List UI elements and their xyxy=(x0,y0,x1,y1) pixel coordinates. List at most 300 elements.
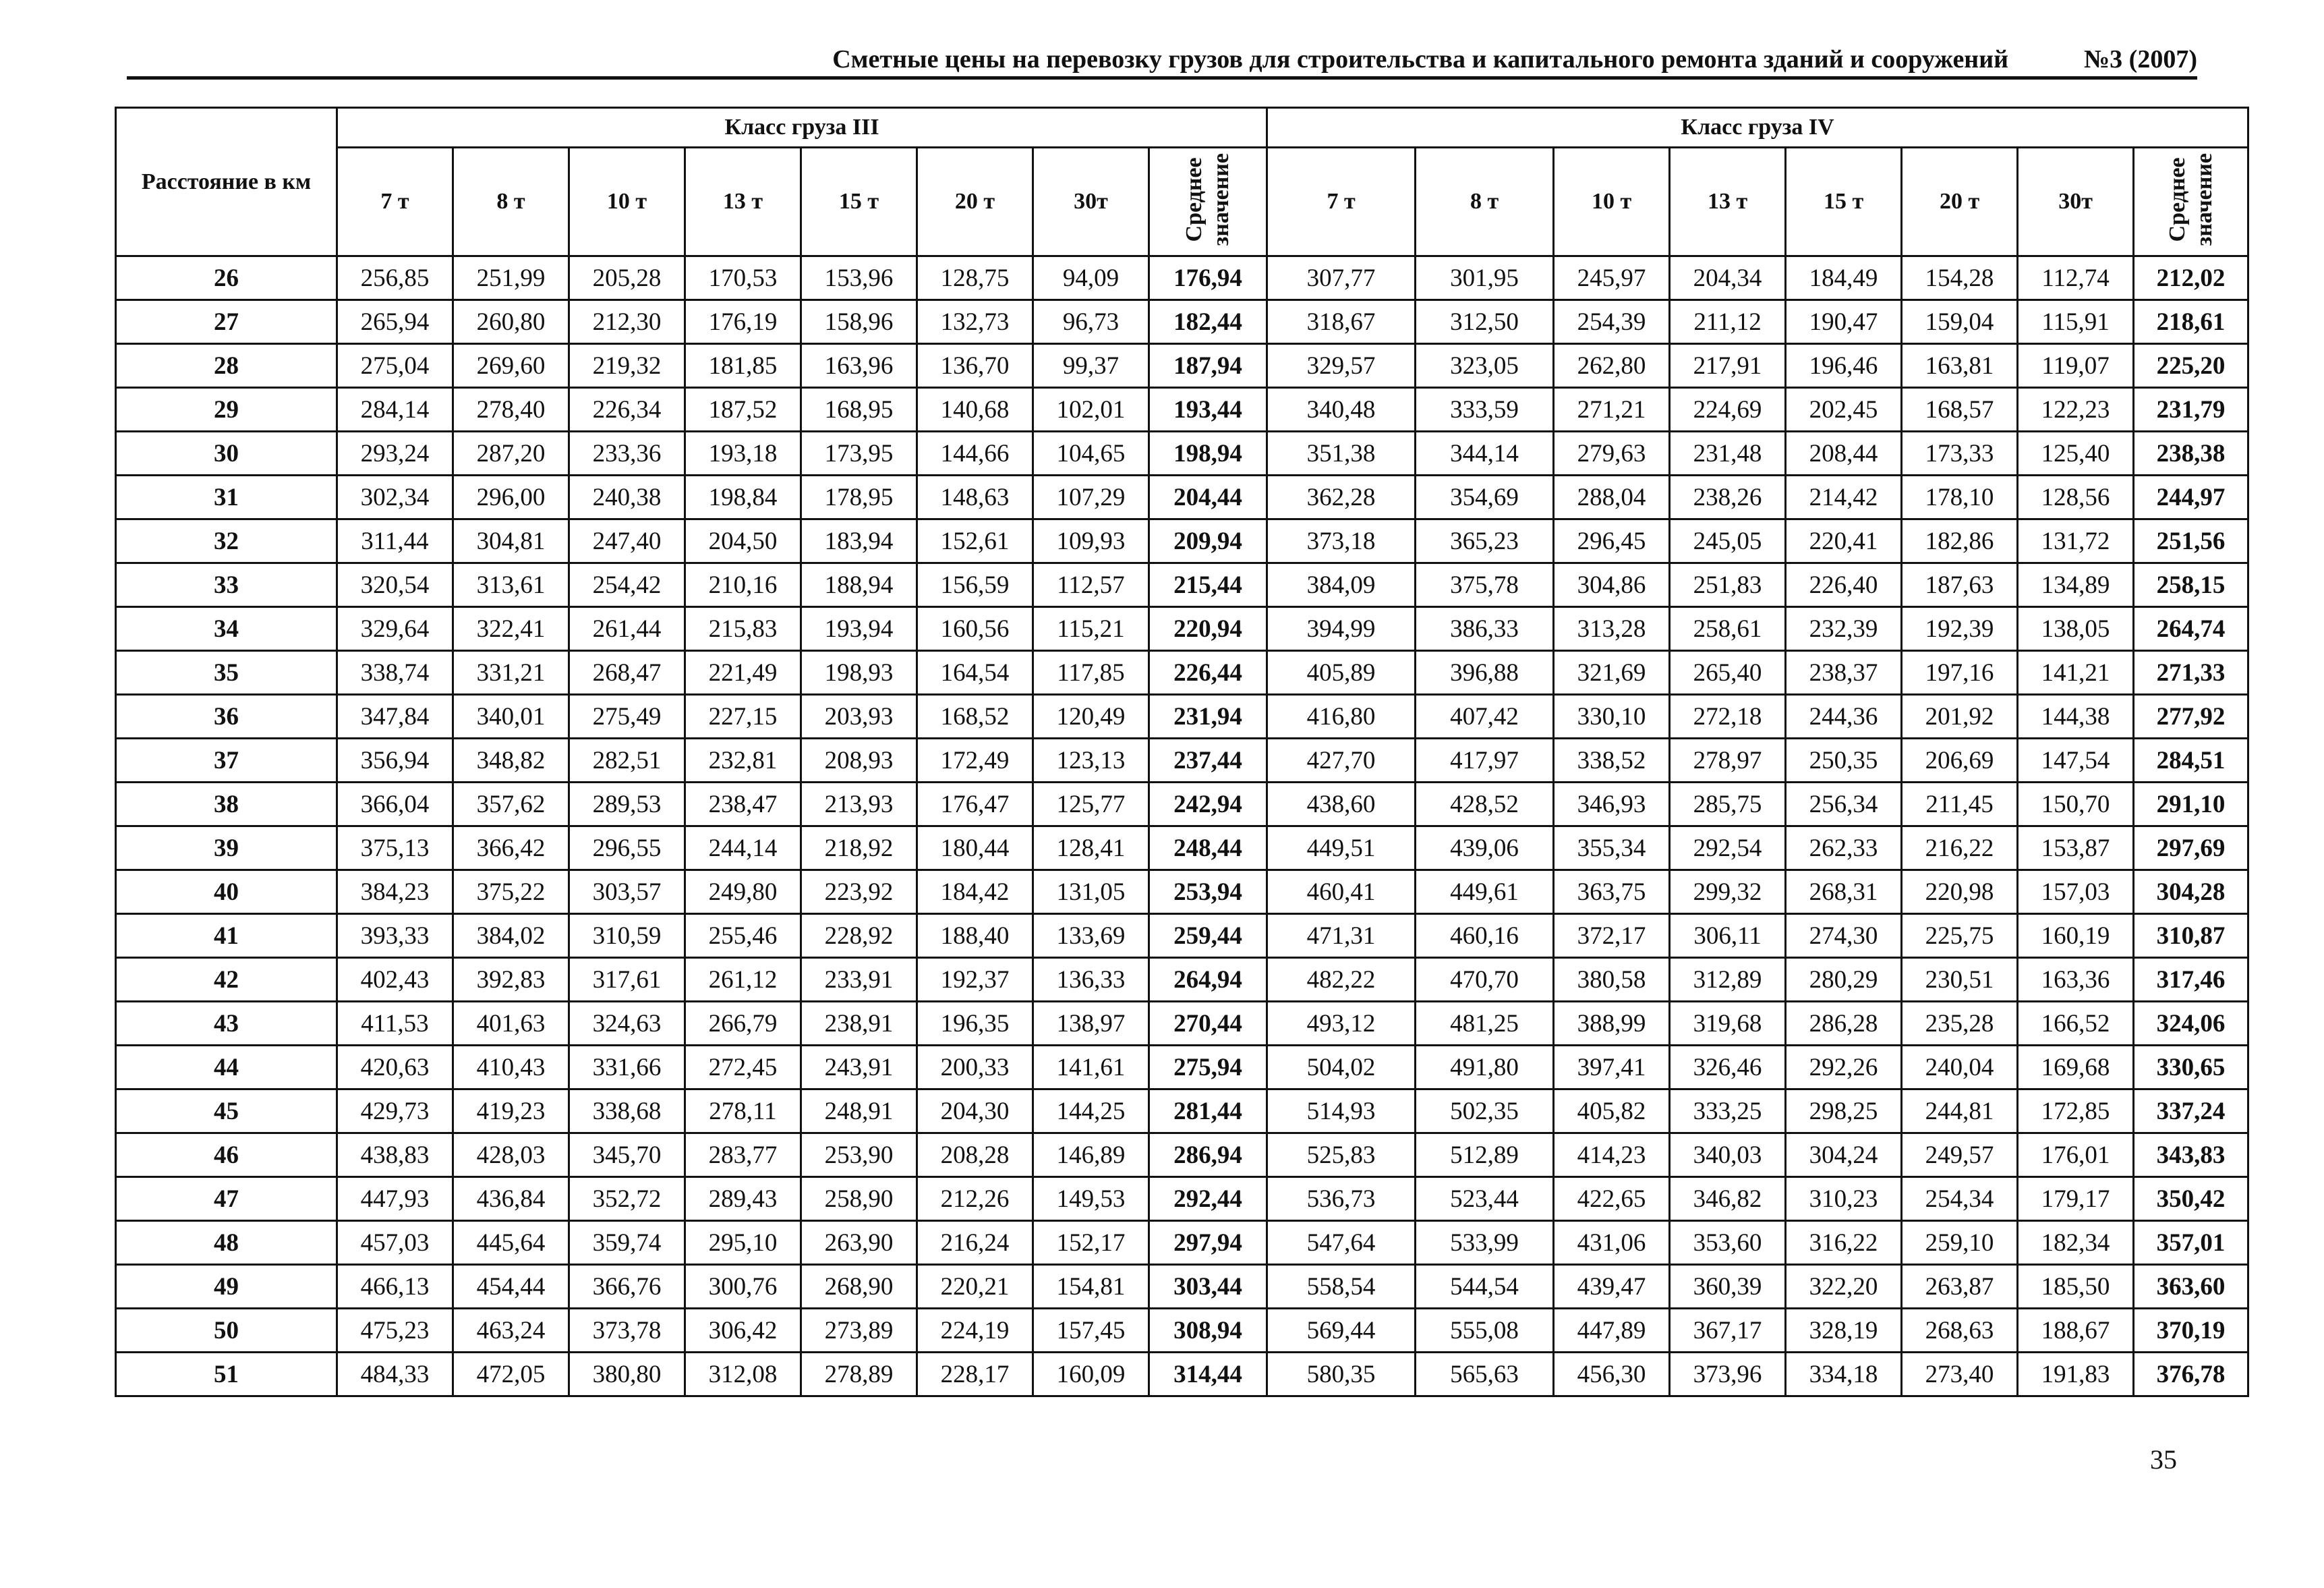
table-row xyxy=(116,476,2248,519)
price-cell: 320,54 xyxy=(337,563,453,607)
price-cell: 183,94 xyxy=(801,519,917,563)
price-cell: 204,34 xyxy=(1670,256,1786,300)
price-cell: 119,07 xyxy=(2018,344,2134,388)
distance-cell: 36 xyxy=(116,695,337,739)
average-cell: 303,44 xyxy=(1149,1265,1267,1309)
price-cell: 265,94 xyxy=(337,300,453,344)
tonnage-header: 10 т xyxy=(569,148,685,256)
price-cell: 466,13 xyxy=(337,1265,453,1309)
price-cell: 360,39 xyxy=(1670,1265,1786,1309)
price-cell: 525,83 xyxy=(1267,1133,1416,1177)
price-cell: 392,83 xyxy=(453,958,569,1002)
price-cell: 152,61 xyxy=(917,519,1033,563)
price-cell: 163,81 xyxy=(1902,344,2018,388)
price-cell: 436,84 xyxy=(453,1177,569,1221)
price-cell: 238,26 xyxy=(1670,476,1786,519)
price-cell: 244,81 xyxy=(1902,1089,2018,1133)
price-cell: 373,96 xyxy=(1670,1353,1786,1396)
average-header xyxy=(1149,148,1267,256)
price-cell: 198,84 xyxy=(685,476,801,519)
price-cell: 112,74 xyxy=(2018,256,2134,300)
distance-cell: 32 xyxy=(116,519,337,563)
price-cell: 220,41 xyxy=(1786,519,1902,563)
price-cell: 454,44 xyxy=(453,1265,569,1309)
distance-cell: 26 xyxy=(116,256,337,300)
price-cell: 300,76 xyxy=(685,1265,801,1309)
price-cell: 312,08 xyxy=(685,1353,801,1396)
price-cell: 373,18 xyxy=(1267,519,1416,563)
price-cell: 278,97 xyxy=(1670,739,1786,783)
table-row xyxy=(116,432,2248,476)
price-cell: 249,57 xyxy=(1902,1133,2018,1177)
price-cell: 211,45 xyxy=(1902,783,2018,826)
price-cell: 115,91 xyxy=(2018,300,2134,344)
price-cell: 216,24 xyxy=(917,1221,1033,1265)
distance-cell: 48 xyxy=(116,1221,337,1265)
price-cell: 188,67 xyxy=(2018,1309,2134,1353)
average-cell: 225,20 xyxy=(2134,344,2248,388)
price-cell: 346,82 xyxy=(1670,1177,1786,1221)
average-cell: 231,79 xyxy=(2134,388,2248,432)
price-cell: 419,23 xyxy=(453,1089,569,1133)
price-cell: 188,94 xyxy=(801,563,917,607)
price-cell: 176,01 xyxy=(2018,1133,2134,1177)
price-cell: 94,09 xyxy=(1033,256,1149,300)
price-cell: 226,34 xyxy=(569,388,685,432)
price-cell: 375,78 xyxy=(1416,563,1554,607)
average-cell: 226,44 xyxy=(1149,651,1267,695)
average-cell: 297,69 xyxy=(2134,826,2248,870)
average-cell: 215,44 xyxy=(1149,563,1267,607)
price-cell: 298,25 xyxy=(1786,1089,1902,1133)
price-cell: 228,92 xyxy=(801,914,917,958)
average-cell: 237,44 xyxy=(1149,739,1267,783)
cargo-class-header: Класс груза IV xyxy=(1267,108,2248,148)
price-cell: 283,77 xyxy=(685,1133,801,1177)
price-cell: 275,04 xyxy=(337,344,453,388)
price-cell: 153,87 xyxy=(2018,826,2134,870)
price-cell: 141,21 xyxy=(2018,651,2134,695)
price-cell: 401,63 xyxy=(453,1002,569,1046)
average-cell: 337,24 xyxy=(2134,1089,2248,1133)
price-cell: 356,94 xyxy=(337,739,453,783)
distance-cell: 34 xyxy=(116,607,337,651)
table-row xyxy=(116,826,2248,870)
price-cell: 123,13 xyxy=(1033,739,1149,783)
price-cell: 249,80 xyxy=(685,870,801,914)
price-cell: 460,41 xyxy=(1267,870,1416,914)
price-cell: 388,99 xyxy=(1554,1002,1670,1046)
price-cell: 213,93 xyxy=(801,783,917,826)
price-cell: 375,22 xyxy=(453,870,569,914)
price-cell: 326,46 xyxy=(1670,1046,1786,1089)
price-cell: 293,24 xyxy=(337,432,453,476)
price-cell: 288,04 xyxy=(1554,476,1670,519)
page-title: Сметные цены на перевозку грузов для строительства и капитального ремонта зданий и сооружений xyxy=(832,45,2008,74)
price-cell: 301,95 xyxy=(1416,256,1554,300)
price-cell: 306,42 xyxy=(685,1309,801,1353)
price-cell: 348,82 xyxy=(453,739,569,783)
price-cell: 351,38 xyxy=(1267,432,1416,476)
price-cell: 128,56 xyxy=(2018,476,2134,519)
price-cell: 230,51 xyxy=(1902,958,2018,1002)
average-cell: 324,06 xyxy=(2134,1002,2248,1046)
price-cell: 176,19 xyxy=(685,300,801,344)
tonnage-header: 8 т xyxy=(453,148,569,256)
tonnage-header: 20 т xyxy=(917,148,1033,256)
price-cell: 168,95 xyxy=(801,388,917,432)
price-cell: 258,61 xyxy=(1670,607,1786,651)
price-cell: 202,45 xyxy=(1786,388,1902,432)
price-cell: 354,69 xyxy=(1416,476,1554,519)
price-cell: 324,63 xyxy=(569,1002,685,1046)
tonnage-header: 15 т xyxy=(1786,148,1902,256)
price-cell: 287,20 xyxy=(453,432,569,476)
price-cell: 259,10 xyxy=(1902,1221,2018,1265)
distance-header: Расстояние в км xyxy=(116,108,337,256)
price-cell: 157,45 xyxy=(1033,1309,1149,1353)
distance-cell: 51 xyxy=(116,1353,337,1396)
average-cell: 220,94 xyxy=(1149,607,1267,651)
price-cell: 104,65 xyxy=(1033,432,1149,476)
price-cell: 128,41 xyxy=(1033,826,1149,870)
price-cell: 254,42 xyxy=(569,563,685,607)
price-cell: 428,03 xyxy=(453,1133,569,1177)
price-cell: 261,44 xyxy=(569,607,685,651)
price-cell: 580,35 xyxy=(1267,1353,1416,1396)
price-cell: 117,85 xyxy=(1033,651,1149,695)
table-row xyxy=(116,344,2248,388)
price-cell: 220,21 xyxy=(917,1265,1033,1309)
table-row xyxy=(116,256,2248,300)
price-cell: 286,28 xyxy=(1786,1002,1902,1046)
price-cell: 181,85 xyxy=(685,344,801,388)
price-cell: 196,46 xyxy=(1786,344,1902,388)
price-cell: 405,89 xyxy=(1267,651,1416,695)
price-cell: 456,30 xyxy=(1554,1353,1670,1396)
price-cell: 154,81 xyxy=(1033,1265,1149,1309)
average-cell: 238,38 xyxy=(2134,432,2248,476)
price-cell: 493,12 xyxy=(1267,1002,1416,1046)
price-cell: 215,83 xyxy=(685,607,801,651)
price-cell: 338,74 xyxy=(337,651,453,695)
price-cell: 393,33 xyxy=(337,914,453,958)
average-cell: 275,94 xyxy=(1149,1046,1267,1089)
price-cell: 411,53 xyxy=(337,1002,453,1046)
price-cell: 295,10 xyxy=(685,1221,801,1265)
average-cell: 286,94 xyxy=(1149,1133,1267,1177)
distance-cell: 49 xyxy=(116,1265,337,1309)
price-cell: 187,63 xyxy=(1902,563,2018,607)
distance-cell: 50 xyxy=(116,1309,337,1353)
price-cell: 429,73 xyxy=(337,1089,453,1133)
table-row xyxy=(116,563,2248,607)
price-cell: 402,43 xyxy=(337,958,453,1002)
price-cell: 330,10 xyxy=(1554,695,1670,739)
average-cell: 330,65 xyxy=(2134,1046,2248,1089)
table-row xyxy=(116,1002,2248,1046)
price-cell: 279,63 xyxy=(1554,432,1670,476)
price-cell: 240,04 xyxy=(1902,1046,2018,1089)
average-cell: 182,44 xyxy=(1149,300,1267,344)
price-cell: 266,79 xyxy=(685,1002,801,1046)
price-cell: 319,68 xyxy=(1670,1002,1786,1046)
price-cell: 334,18 xyxy=(1786,1353,1902,1396)
price-cell: 109,93 xyxy=(1033,519,1149,563)
average-cell: 370,19 xyxy=(2134,1309,2248,1353)
price-cell: 131,72 xyxy=(2018,519,2134,563)
price-cell: 380,58 xyxy=(1554,958,1670,1002)
price-cell: 173,33 xyxy=(1902,432,2018,476)
price-cell: 504,02 xyxy=(1267,1046,1416,1089)
average-cell: 314,44 xyxy=(1149,1353,1267,1396)
price-cell: 457,03 xyxy=(337,1221,453,1265)
average-cell: 297,94 xyxy=(1149,1221,1267,1265)
price-cell: 208,44 xyxy=(1786,432,1902,476)
price-cell: 159,04 xyxy=(1902,300,2018,344)
price-cell: 231,48 xyxy=(1670,432,1786,476)
price-cell: 331,21 xyxy=(453,651,569,695)
price-cell: 353,60 xyxy=(1670,1221,1786,1265)
price-cell: 248,91 xyxy=(801,1089,917,1133)
price-cell: 132,73 xyxy=(917,300,1033,344)
price-cell: 273,40 xyxy=(1902,1353,2018,1396)
price-cell: 191,83 xyxy=(2018,1353,2134,1396)
table-row xyxy=(116,739,2248,783)
price-cell: 233,91 xyxy=(801,958,917,1002)
average-cell: 308,94 xyxy=(1149,1309,1267,1353)
average-cell: 209,94 xyxy=(1149,519,1267,563)
price-cell: 481,25 xyxy=(1416,1002,1554,1046)
price-cell: 491,80 xyxy=(1416,1046,1554,1089)
price-cell: 323,05 xyxy=(1416,344,1554,388)
price-cell: 212,26 xyxy=(917,1177,1033,1221)
price-cell: 344,14 xyxy=(1416,432,1554,476)
price-cell: 318,67 xyxy=(1267,300,1416,344)
price-cell: 262,33 xyxy=(1786,826,1902,870)
price-cell: 163,96 xyxy=(801,344,917,388)
price-cell: 439,47 xyxy=(1554,1265,1670,1309)
distance-cell: 45 xyxy=(116,1089,337,1133)
price-cell: 420,63 xyxy=(337,1046,453,1089)
price-cell: 558,54 xyxy=(1267,1265,1416,1309)
price-cell: 149,53 xyxy=(1033,1177,1149,1221)
price-cell: 417,97 xyxy=(1416,739,1554,783)
average-cell: 259,44 xyxy=(1149,914,1267,958)
price-cell: 470,70 xyxy=(1416,958,1554,1002)
price-cell: 193,18 xyxy=(685,432,801,476)
price-cell: 136,33 xyxy=(1033,958,1149,1002)
price-cell: 449,61 xyxy=(1416,870,1554,914)
price-cell: 463,24 xyxy=(453,1309,569,1353)
table-row xyxy=(116,1309,2248,1353)
table-row xyxy=(116,607,2248,651)
price-cell: 445,64 xyxy=(453,1221,569,1265)
price-cell: 284,14 xyxy=(337,388,453,432)
average-header-label: Среднее значение xyxy=(1182,152,1234,246)
header-rule xyxy=(127,76,2197,80)
price-cell: 447,93 xyxy=(337,1177,453,1221)
price-cell: 322,20 xyxy=(1786,1265,1902,1309)
price-cell: 407,42 xyxy=(1416,695,1554,739)
page-number: 35 xyxy=(2150,1444,2177,1475)
price-cell: 310,59 xyxy=(569,914,685,958)
price-table xyxy=(115,107,2249,1397)
price-cell: 251,83 xyxy=(1670,563,1786,607)
price-cell: 299,32 xyxy=(1670,870,1786,914)
price-cell: 179,17 xyxy=(2018,1177,2134,1221)
price-cell: 170,53 xyxy=(685,256,801,300)
price-cell: 338,68 xyxy=(569,1089,685,1133)
price-cell: 333,25 xyxy=(1670,1089,1786,1133)
price-cell: 224,19 xyxy=(917,1309,1033,1353)
price-cell: 244,14 xyxy=(685,826,801,870)
price-cell: 203,93 xyxy=(801,695,917,739)
price-cell: 373,78 xyxy=(569,1309,685,1353)
price-cell: 268,31 xyxy=(1786,870,1902,914)
page-header xyxy=(127,39,2197,80)
price-cell: 226,40 xyxy=(1786,563,1902,607)
table-row xyxy=(116,1133,2248,1177)
price-cell: 475,23 xyxy=(337,1309,453,1353)
price-cell: 214,42 xyxy=(1786,476,1902,519)
price-cell: 196,35 xyxy=(917,1002,1033,1046)
average-cell: 212,02 xyxy=(2134,256,2248,300)
average-cell: 277,92 xyxy=(2134,695,2248,739)
price-cell: 187,52 xyxy=(685,388,801,432)
price-cell: 471,31 xyxy=(1267,914,1416,958)
table-row xyxy=(116,1177,2248,1221)
price-cell: 150,70 xyxy=(2018,783,2134,826)
table-row xyxy=(116,388,2248,432)
price-cell: 115,21 xyxy=(1033,607,1149,651)
price-cell: 289,43 xyxy=(685,1177,801,1221)
price-cell: 122,23 xyxy=(2018,388,2134,432)
average-cell: 258,15 xyxy=(2134,563,2248,607)
average-cell: 270,44 xyxy=(1149,1002,1267,1046)
distance-cell: 38 xyxy=(116,783,337,826)
price-cell: 340,01 xyxy=(453,695,569,739)
price-cell: 512,89 xyxy=(1416,1133,1554,1177)
price-cell: 206,69 xyxy=(1902,739,2018,783)
price-cell: 146,89 xyxy=(1033,1133,1149,1177)
price-cell: 523,44 xyxy=(1416,1177,1554,1221)
distance-cell: 40 xyxy=(116,870,337,914)
price-cell: 460,16 xyxy=(1416,914,1554,958)
average-cell: 350,42 xyxy=(2134,1177,2248,1221)
average-cell: 363,60 xyxy=(2134,1265,2248,1309)
price-cell: 197,16 xyxy=(1902,651,2018,695)
price-cell: 245,97 xyxy=(1554,256,1670,300)
price-cell: 216,22 xyxy=(1902,826,2018,870)
average-cell: 281,44 xyxy=(1149,1089,1267,1133)
price-cell: 102,01 xyxy=(1033,388,1149,432)
price-cell: 313,28 xyxy=(1554,607,1670,651)
average-cell: 271,33 xyxy=(2134,651,2248,695)
price-cell: 268,47 xyxy=(569,651,685,695)
average-cell: 204,44 xyxy=(1149,476,1267,519)
price-cell: 107,29 xyxy=(1033,476,1149,519)
distance-cell: 30 xyxy=(116,432,337,476)
price-cell: 384,09 xyxy=(1267,563,1416,607)
price-cell: 169,68 xyxy=(2018,1046,2134,1089)
price-cell: 329,57 xyxy=(1267,344,1416,388)
average-header-label: Среднее значение xyxy=(2164,152,2217,246)
average-cell: 251,56 xyxy=(2134,519,2248,563)
price-cell: 263,87 xyxy=(1902,1265,2018,1309)
price-cell: 312,50 xyxy=(1416,300,1554,344)
distance-cell: 42 xyxy=(116,958,337,1002)
price-cell: 138,97 xyxy=(1033,1002,1149,1046)
price-cell: 153,96 xyxy=(801,256,917,300)
table-row xyxy=(116,1221,2248,1265)
price-cell: 321,69 xyxy=(1554,651,1670,695)
price-cell: 212,30 xyxy=(569,300,685,344)
price-cell: 224,69 xyxy=(1670,388,1786,432)
tonnage-header: 10 т xyxy=(1554,148,1670,256)
price-cell: 152,17 xyxy=(1033,1221,1149,1265)
price-cell: 163,36 xyxy=(2018,958,2134,1002)
price-cell: 204,30 xyxy=(917,1089,1033,1133)
price-cell: 366,76 xyxy=(569,1265,685,1309)
price-cell: 363,75 xyxy=(1554,870,1670,914)
tonnage-header: 13 т xyxy=(1670,148,1786,256)
price-cell: 338,52 xyxy=(1554,739,1670,783)
price-cell: 240,38 xyxy=(569,476,685,519)
price-cell: 184,42 xyxy=(917,870,1033,914)
distance-cell: 43 xyxy=(116,1002,337,1046)
price-cell: 329,64 xyxy=(337,607,453,651)
table-row xyxy=(116,695,2248,739)
price-cell: 352,72 xyxy=(569,1177,685,1221)
average-cell: 343,83 xyxy=(2134,1133,2248,1177)
average-header xyxy=(2134,148,2248,256)
price-cell: 232,39 xyxy=(1786,607,1902,651)
tonnage-header: 30т xyxy=(2018,148,2134,256)
tonnage-header: 7 т xyxy=(337,148,453,256)
table-body xyxy=(116,256,2248,1396)
price-cell: 359,74 xyxy=(569,1221,685,1265)
average-cell: 198,94 xyxy=(1149,432,1267,476)
price-cell: 172,49 xyxy=(917,739,1033,783)
price-cell: 205,28 xyxy=(569,256,685,300)
price-cell: 228,17 xyxy=(917,1353,1033,1396)
price-cell: 317,61 xyxy=(569,958,685,1002)
price-cell: 112,57 xyxy=(1033,563,1149,607)
price-cell: 569,44 xyxy=(1267,1309,1416,1353)
price-cell: 225,75 xyxy=(1902,914,2018,958)
price-cell: 316,22 xyxy=(1786,1221,1902,1265)
price-cell: 380,80 xyxy=(569,1353,685,1396)
price-cell: 302,34 xyxy=(337,476,453,519)
distance-cell: 27 xyxy=(116,300,337,344)
average-cell: 242,94 xyxy=(1149,783,1267,826)
distance-cell: 37 xyxy=(116,739,337,783)
price-cell: 238,91 xyxy=(801,1002,917,1046)
price-cell: 565,63 xyxy=(1416,1353,1554,1396)
price-cell: 221,49 xyxy=(685,651,801,695)
price-cell: 210,16 xyxy=(685,563,801,607)
price-cell: 173,95 xyxy=(801,432,917,476)
price-cell: 160,56 xyxy=(917,607,1033,651)
average-cell: 187,94 xyxy=(1149,344,1267,388)
price-cell: 125,40 xyxy=(2018,432,2134,476)
price-cell: 141,61 xyxy=(1033,1046,1149,1089)
price-cell: 190,47 xyxy=(1786,300,1902,344)
price-cell: 157,03 xyxy=(2018,870,2134,914)
price-cell: 268,90 xyxy=(801,1265,917,1309)
price-cell: 188,40 xyxy=(917,914,1033,958)
